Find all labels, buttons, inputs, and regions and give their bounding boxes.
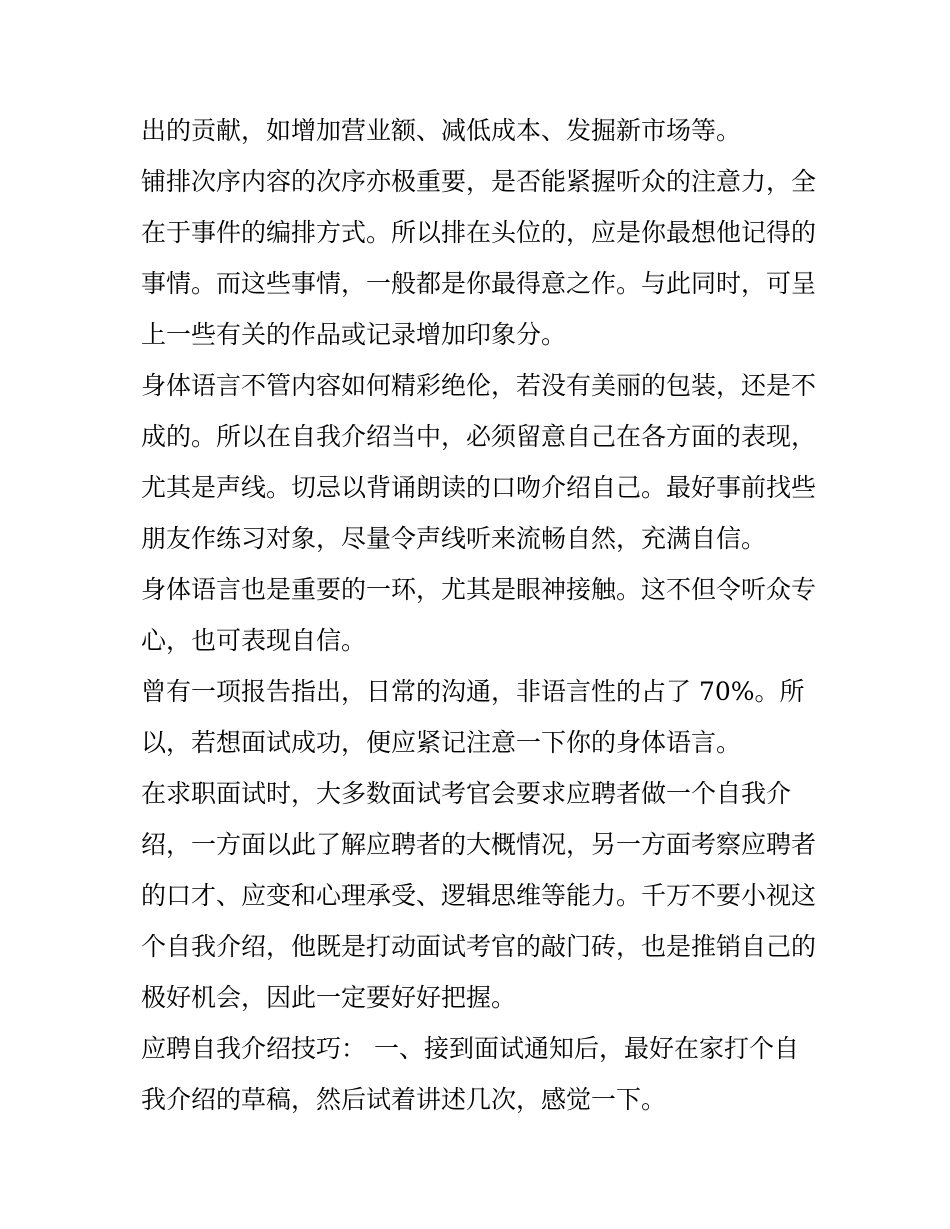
text-line: 绍，一方面以此了解应聘者的大概情况，另一方面考察应聘者: [141, 830, 817, 859]
text-line: 我介绍的草稿，然后试着讲述几次，感觉一下。: [141, 1085, 667, 1114]
text-line: 朋友作练习对象，尽量令声线听来流畅自然，充满自信。: [141, 524, 767, 553]
document-body: [141, 105, 821, 1125]
text-line: 成的。所以在自我介绍当中，必须留意自己在各方面的表现，: [141, 422, 817, 451]
text-line: 铺排次序内容的次序亦极重要，是否能紧握听众的注意力，全: [141, 167, 817, 196]
text-line: 应聘自我介绍技巧： 一、接到面试通知后，最好在家打个自: [141, 1034, 799, 1063]
text-line: 的口才、应变和心理承受、逻辑思维等能力。千万不要小视这: [141, 881, 817, 910]
text-line: 尤其是声线。切忌以背诵朗读的口吻介绍自己。最好事前找些: [141, 473, 817, 502]
text-line: 个自我介绍，他既是打动面试考官的敲门砖，也是推销自己的: [141, 932, 817, 961]
text-line: 在求职面试时，大多数面试考官会要求应聘者做一个自我介: [141, 779, 792, 808]
text-line: 事情。而这些事情，一般都是你最得意之作。与此同时，可呈: [141, 269, 817, 298]
text-line: 以，若想面试成功，便应紧记注意一下你的身体语言。: [141, 728, 742, 757]
text-line: 身体语言也是重要的一环，尤其是眼神接触。这不但令听众专: [141, 575, 817, 604]
text-line: 心，也可表现自信。: [141, 626, 367, 655]
text-line: 出的贡献，如增加营业额、减低成本、发掘新市场等。: [141, 116, 742, 145]
text-line: 上一些有关的作品或记录增加印象分。: [141, 320, 567, 349]
text-line: 在于事件的编排方式。所以排在头位的，应是你最想他记得的: [141, 218, 817, 247]
text-line: 身体语言不管内容如何精彩绝伦，若没有美丽的包装，还是不: [141, 371, 817, 400]
text-line: 曾有一项报告指出，日常的沟通，非语言性的占了 70%。所: [141, 677, 805, 706]
text-line: 极好机会，因此一定要好好把握。: [141, 983, 517, 1012]
